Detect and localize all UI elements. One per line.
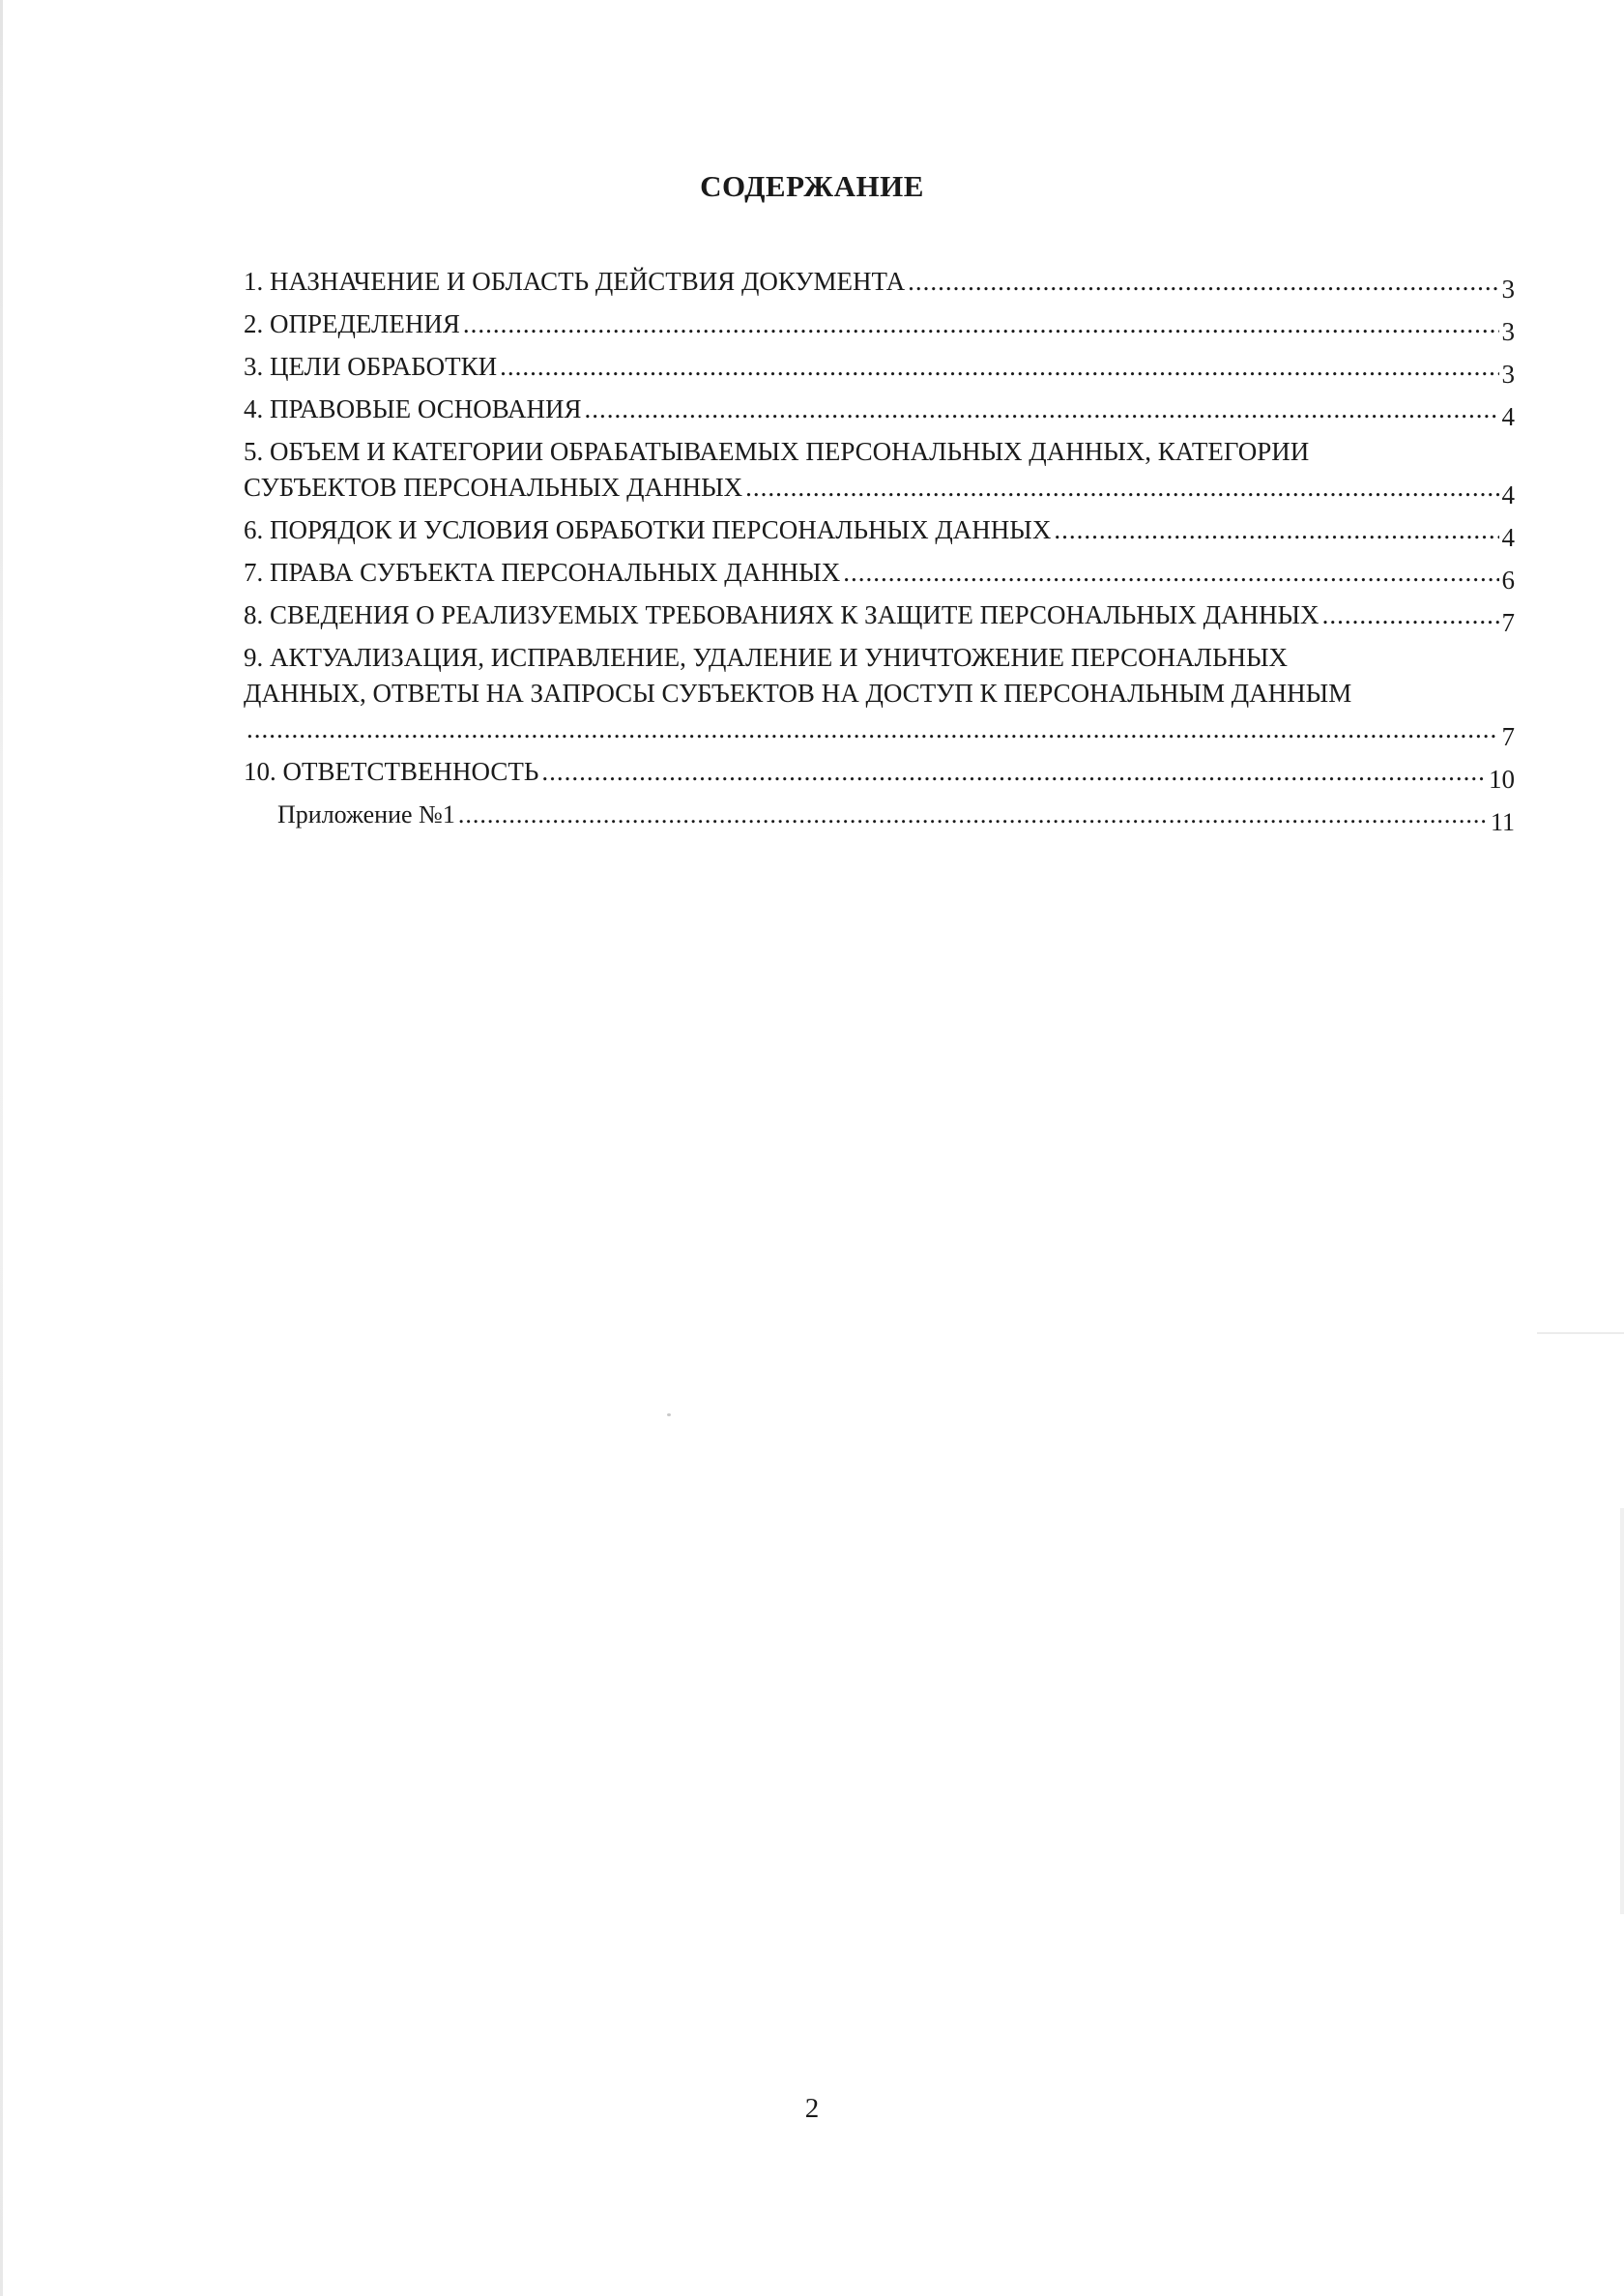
toc-leader-dots (745, 470, 1498, 506)
toc-item-page: 10 (1489, 765, 1515, 794)
toc-item-page: 4 (1501, 523, 1515, 552)
toc-item-label: 6. ПОРЯДОК И УСЛОВИЯ ОБРАБОТКИ ПЕРСОНАЛЬНЫХ ДАННЫХ (244, 515, 1052, 544)
toc-item-label: 3. ЦЕЛИ ОБРАБОТКИ (244, 352, 498, 381)
toc-item-appendix-1[interactable] (244, 797, 1515, 836)
toc-item-page: 11 (1490, 808, 1515, 836)
toc-item-label-line2: СУБЪЕКТОВ ПЕРСОНАЛЬНЫХ ДАННЫХ (244, 473, 743, 502)
scan-speck (667, 1413, 671, 1416)
table-of-contents (244, 264, 1515, 839)
scan-edge-left (0, 0, 3, 2296)
toc-item-label: 1. НАЗНАЧЕНИЕ И ОБЛАСТЬ ДЕЙСТВИЯ ДОКУМЕНТА (244, 267, 906, 296)
page-title: СОДЕРЖАНИЕ (700, 169, 924, 203)
toc-item-page: 4 (1501, 402, 1515, 431)
toc-item-4[interactable] (244, 392, 1515, 431)
toc-item-1[interactable] (244, 264, 1515, 304)
toc-item-6[interactable] (244, 512, 1515, 552)
toc-item-label: 4. ПРАВОВЫЕ ОСНОВАНИЯ (244, 394, 582, 423)
toc-leader-dots (463, 306, 1499, 342)
toc-leader-dots (458, 797, 1488, 832)
scan-edge-right (1620, 1508, 1624, 1914)
toc-item-page: 7 (1501, 608, 1515, 637)
toc-leader-dots (541, 754, 1486, 790)
toc-leader-dots (500, 349, 1498, 385)
toc-item-page: 3 (1501, 317, 1515, 346)
toc-item-page: 3 (1501, 275, 1515, 304)
toc-item-page: 7 (1501, 722, 1515, 751)
toc-item-label-line1: 5. ОБЪЕМ И КАТЕГОРИИ ОБРАБАТЫВАЕМЫХ ПЕРСОНАЛЬНЫХ ДАННЫХ, КАТЕГОРИИ (244, 437, 1310, 466)
toc-item-3[interactable] (244, 349, 1515, 389)
toc-leader-dots (246, 712, 1499, 747)
toc-item-label: 8. СВЕДЕНИЯ О РЕАЛИЗУЕМЫХ ТРЕБОВАНИЯХ К ЗАЩИТЕ ПЕРСОНАЛЬНЫХ ДАННЫХ (244, 600, 1320, 629)
toc-item-label: 10. ОТВЕТСТВЕННОСТЬ (244, 757, 539, 786)
scan-mark (1537, 1332, 1624, 1334)
toc-item-page: 4 (1501, 480, 1515, 509)
toc-leader-dots (585, 392, 1499, 427)
toc-leader-dots (1322, 597, 1499, 633)
toc-item-page: 3 (1501, 360, 1515, 389)
toc-item-page: 6 (1501, 566, 1515, 595)
toc-item-9[interactable] (244, 640, 1515, 751)
toc-item-label-line2: ДАННЫХ, ОТВЕТЫ НА ЗАПРОСЫ СУБЪЕКТОВ НА ДОСТУП К ПЕРСОНАЛЬНЫМ ДАННЫМ (244, 679, 1352, 708)
toc-item-label: 7. ПРАВА СУБЪЕКТА ПЕРСОНАЛЬНЫХ ДАННЫХ (244, 558, 841, 587)
toc-leader-dots (908, 264, 1498, 300)
toc-item-7[interactable] (244, 555, 1515, 595)
toc-item-label: 2. ОПРЕДЕЛЕНИЯ (244, 309, 460, 338)
page-number: 2 (804, 2093, 820, 2124)
toc-item-label-line1: 9. АКТУАЛИЗАЦИЯ, ИСПРАВЛЕНИЕ, УДАЛЕНИЕ И УНИЧТОЖЕНИЕ ПЕРСОНАЛЬНЫХ (244, 643, 1288, 672)
toc-item-10[interactable] (244, 754, 1515, 794)
toc-item-8[interactable] (244, 597, 1515, 637)
toc-item-5[interactable] (244, 434, 1515, 509)
toc-leader-dots (843, 555, 1498, 591)
toc-item-label: Приложение №1 (277, 800, 455, 828)
toc-leader-dots (1054, 512, 1498, 548)
toc-item-2[interactable] (244, 306, 1515, 346)
